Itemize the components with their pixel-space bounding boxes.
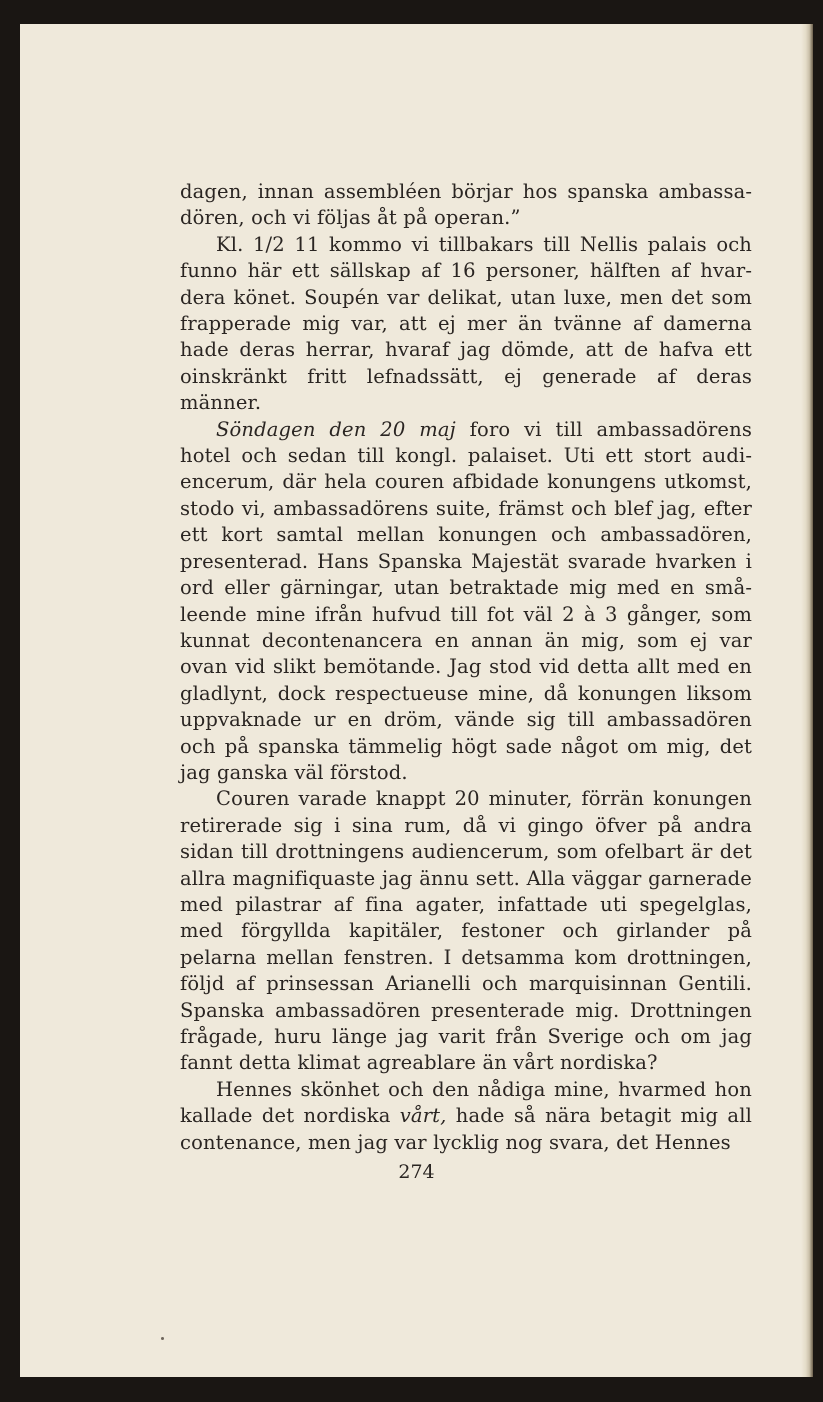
text-run: Hennes skönhet och den nådiga mine, hvarmed hon kallade det nordiska: [180, 1077, 752, 1128]
text-run: Kl.: [216, 232, 253, 256]
text-run: hade så nära betagit mig all contenance, men jag var lycklig nog svara, det Hennes: [180, 1104, 752, 1154]
paragraph: [180, 786, 752, 1076]
text-run: 11 kommo vi tillbakars till Nellis palais och funno här ett sällskap af 16 personer, hälften af hvardera könet. Soupén var delikat, utan luxe, men det som frapperade mig var, att ej mer än tvänne af damerna hade deras herrar, hvaraf jag dömde, att de hafva ett oinskränkt fritt lefnadssätt, ej generade af deras männer.: [180, 232, 752, 415]
italic-word: vårt,: [399, 1104, 447, 1128]
text-run: dagen, innan assembléen börjar hos spanska ambassadören, och vi följas åt på operan.”: [180, 180, 752, 230]
fraction: 1/2: [253, 232, 285, 256]
paragraph: [180, 1077, 752, 1156]
decorative-dot: [161, 1337, 164, 1340]
paragraph: [180, 232, 752, 417]
text-run: Couren varade knappt 20 minuter, förrän konungen retirerade sig i sina rum, då vi gingo öfver på andra sidan till drottningens audiencerum, som ofelbart är det allra magnifiquaste jag ännu sett. Alla väggar garnerade med pilastrar af fina agater, infattade uti spegelglas, med förgyllda kapitäler, festoner och girlander på pelarna mellan fenstren. I detsamma kom drottningen, följd af prinsessan Arianelli och marquisinnan Gentili. Spanska ambassadören presenterade mig. Drottningen frågade, huru länge jag varit från Sverige och om jag fannt detta klimat agreablare än vårt nordiska?: [180, 787, 752, 1075]
paragraph: [180, 417, 752, 787]
text-run: foro vi till ambassadörens hotel och sedan till kongl. palaiset. Uti ett stort audiencerum, där hela couren afbidade konungens utkomst, stodo vi, ambassadörens suite, främst och blef jag, efter ett kort samtal mellan konungen och ambassadören, presenterad. Hans Spanska Majestät svarade hvarken i ord eller gärningar, utan betraktade mig med en småleende mine ifrån hufvud till fot väl 2 à 3 gånger, som kunnat decontenancera en annan än mig, som ej var ovan vid slikt bemötande. Jag stod vid detta allt med en gladlynt, dock respectueuse mine, då konungen liksom uppvaknade ur en dröm, vände sig till ambassadören och på spanska tämmelig högt sade något om mig, det jag ganska väl förstod.: [180, 417, 752, 784]
page-number: 274: [398, 1161, 435, 1183]
paragraph: [180, 179, 752, 232]
book-page: [20, 24, 813, 1377]
italic-date: Söndagen den 20 maj: [216, 417, 456, 441]
body-text: [180, 179, 752, 1156]
